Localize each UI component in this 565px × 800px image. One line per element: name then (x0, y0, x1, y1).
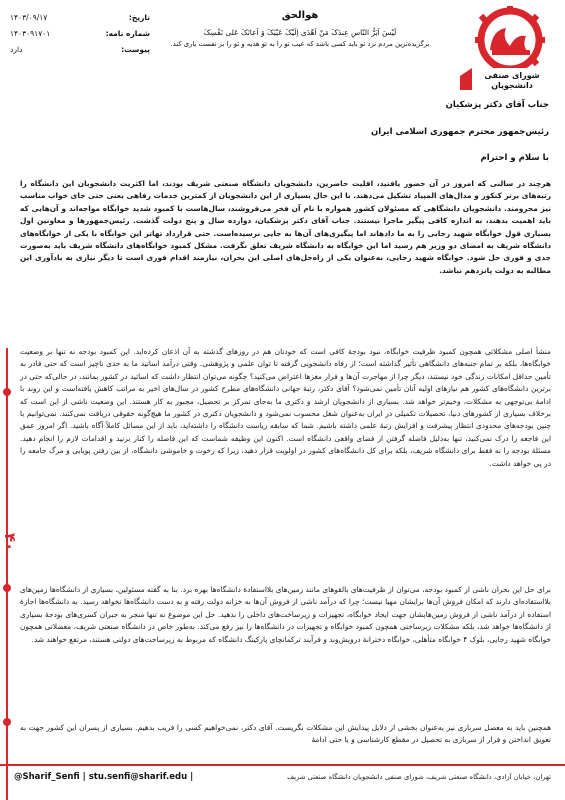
heading-invocation: هوالحق (281, 10, 319, 21)
body-paragraph-4: همچنین باید به معضل سربازی نیز به‌عنوان بخشی از دلایل پیدایش این مشکلات نگریست. آقای دکتر، نمی‌خواهیم کسی را فریب بدهیم. بسیاری از پسران این کشور جهت به تعویق انداختن و فرار از سربازی به تحصیل در مقطع کارشناسی و یا حتی ادامهٔ (20, 723, 551, 745)
letter-header (150, 8, 450, 50)
council-logo (452, 6, 560, 92)
red-side-rule (2, 348, 11, 800)
hadith-text: لَیْسَ اَبَرُّ النّاسِ عِندَکَ مَنْ اَهْدَی اِلَیْکَ عَیْبَکَ وَ اَعانَکَ عَلی نَفْسِکَ (203, 28, 397, 37)
svg-text:دانشجویان: دانشجویان (491, 81, 533, 90)
date-value: ۱۴۰۳/۰۹/۱۷ (10, 13, 48, 22)
letter-number-row (10, 26, 150, 42)
addressee-title: رئیس‌جمهور محترم جمهوری اسلامی ایران (370, 127, 549, 137)
attachment-label: پیوست: (121, 45, 150, 54)
letter-number-label: شماره نامه: (105, 29, 150, 38)
footer-contact: @Sharif_Senfi | stu.senfi@sharif.edu | (14, 772, 194, 782)
addressee-name: جناب آقای دکتر پزشکیان (445, 100, 549, 110)
attachment-value: دارد (10, 45, 23, 54)
hadith-translation: برگزیده‌ترین مردم نزد تو باید کسی باشد که عیب تو را به تو هدیه و تو را بر نفست یاری کند. (170, 40, 430, 48)
attachment-row (10, 42, 150, 58)
date-label: تاریخ: (128, 13, 150, 22)
footer-address: تهران، خیابان آزادی، دانشگاه صنعتی شریف، شورای صنفی دانشجویان دانشگاه صنعتی شریف (287, 773, 551, 781)
body-paragraph-3: برای حل این بحران ناشی از کمبود بودجه، می‌توان از ظرفیت‌های بالقوهای مانند زمین‌های بلااستفادهٔ دانشگاه‌ها بهره برد. بنا به گفته مسئولین، بسیاری از دانشگاه‌ها زمین‌های بلااستفاده‌ای دارند که امکان فروش آن‌ها برایشان مهیا نیست؛ چرا که درآمد ناشی از فروش آن‌ها به خزانه دولت رفته و به دست دانشگاه‌ها نخواهد رسید. به دانشگاه‌ها اجازهٔ استفاده از درآمد ناشی از فروش زمین‌هایشان جهت ایجاد خوابگاه، تجهیزات و زیرساخت‌های داخلی را بدهید. حل این موضوع نه تنها منجر به جبران کسری‌های بودجهٔ بسیاری از دانشگاه‌ها خواهد شد، بلکه مشکلات زیرساختی همچون کمبود خوابگاه و تجهیزات در دانشگاه‌ها را نیز رفع می‌کند. به‌طور خاص در دانشگاه صنعتی شریف، معضلاتی همچون خوابگاه شهید رجایی، بلوک ۴ خوابگاه متأهلی، خوابگاه دخترانهٔ درویش‌وند و فرآیند ترکمانچای پارکینگ دانشگاه که مربوط به زیرساخت‌های دولتی هستند، مرتفع خواهند شد. (20, 585, 551, 644)
letter-number-value: ۱۴۰۳۰۹۱۷۰۱ (10, 29, 51, 38)
body-paragraph-2: منشأ اصلی مشکلاتی همچون کمبود ظرفیت خوابگاه، نبود بودجهٔ کافی است که خودتان هم در روزهای گذشته به آن اذعان کرده‌اید. این کمبود بودجه نه تنها بر وضعیت خوابگاه‌ها، بلکه بر تمام جنبه‌های دانشگاهی تأثیر گذاشته است؛ از رفاه دانشجویی گرفته تا توان علمی و پژوهشی. وقتی درآمد اساتید ما به حدی ناچیز است که حتی قادر به تأمین حداقل امکانات زندگی خود نیستند، دیگر چرا از مهاجرت آن‌ها و فرار مغزها اعتراض می‌کنید؟ چگونه می‌توان انتظار داشت که اساتید در کشور بمانند، در حالی‌که حتی در برترین دانشگاه‌های کشور هم نیازهای اولیه آنان تأمین نمی‌شود؟ آقای دکتر، رتبهٔ جهانی دانشگاه‌های مطرح کشور در سال‌های اخیر به مراتب کاهش یافته‌است و این روند با ادامهٔ بی‌توجهی به مشکلات، وخیم‌تر خواهد شد. بسیاری از دانشجویان ارشد و دکتری ما به‌جای تمرکز بر تحصیل، مجبور به کار هستند. این وضعیت ناشی از این است که برخلاف بسیاری از کشورهای دنیا، تحصیلات تکمیلی در ایران به‌عنوان شغل محسوب نمی‌شود و دانشجویان دکتری در کشور ما هیچ‌گونه حقوقی دریافت نمی‌کنند. نمی‌توانیم با چنین بودجه‌های محدودی انتظار پیشرفت و افزایش رتبهٔ علمی داشته باشیم. شما که سابقه ریاست دانشگاه را داشته‌اید، باید از این مسائل کاملاً آگاه باشید. اگر امروز عمق این فاجعه را درک نمی‌کنید، تنها به‌دلیل فاصله گرفتن از فضای واقعی دانشگاه است. اکنون این وظیفه شماست که این فاصله را کنار بزنید و اقدامات لازم را انجام دهید. مسئلهٔ بودجه را نه فقط برای دانشگاه شریف، بلکه برای کل دانشگاه‌های کشور در اولویت قرار دهید، زیرا که رخوت و خاموشی دانشگاه، از بین رفتن پویایی و مرگ جامعه را در پی خواهد داشت. (20, 347, 551, 468)
letter-footer (0, 764, 565, 790)
svg-text:شورای صنفی: شورای صنفی (484, 71, 540, 80)
addressee-block (371, 98, 549, 152)
body-paragraph-1: هرچند در سالنی که امروز در آن حضور یافتید، اقلیت حاضرین، دانشجویان دانشگاه صنعتی شریف بودند، اما اکثریت دانشجویان این دانشگاه را رتبه‌های برتر کنکور و مدال‌های المپیاد تشکیل می‌دهند. با این حال بسیاری از این دانشجویان از کمترین خدمات رفاهی یعنی حتی جای خواب مناسب نیز محرومند. دانشجویان دانشگاهی که مسئولان کشور همواره با نام آن فخر می‌فروشند، سال‌هاست با کمبود شدید خوابگاه مواجه‌اند و آن‌هایی که باید اهمیت بدهند، به اندازه کافی پیگیر ماجرا نیستند. جناب آقای دکتر پزشکیان، دوازده سال و پنج دولت گذشت. رئیس‌جمهورها و معاونین اول بسیاری قول خوابگاه شهید رجایی را به ما دادهاند اما پیگیری‌های آن‌ها به جایی نرسیده‌است. حتی قرارداد تهاتر این خوابگاه با یکی از خوابگاه‌های دانشگاه شریف به امضای دو وزیر هم رسید اما این خوابگاه به دانشگاه شریف تعلق نگرفت. مشکل کمبود خوابگاه‌های دانشگاه شریف باید به‌صورت جدی و فوری حل شود. خوابگاه شهید رجایی، به‌عنوان یکی از راه‌حل‌های اصلی این بحران، نیازمند اقدام فوری است تا دیگر نیازی به یادآوری این مطالبه به دولت پانزدهم نباشد. (20, 179, 551, 275)
side-anniversary-mark: ۴۰ (1, 533, 19, 552)
letter-metadata (10, 10, 150, 58)
date-row (10, 10, 150, 26)
salutation: با سلام و احترام (480, 153, 549, 163)
